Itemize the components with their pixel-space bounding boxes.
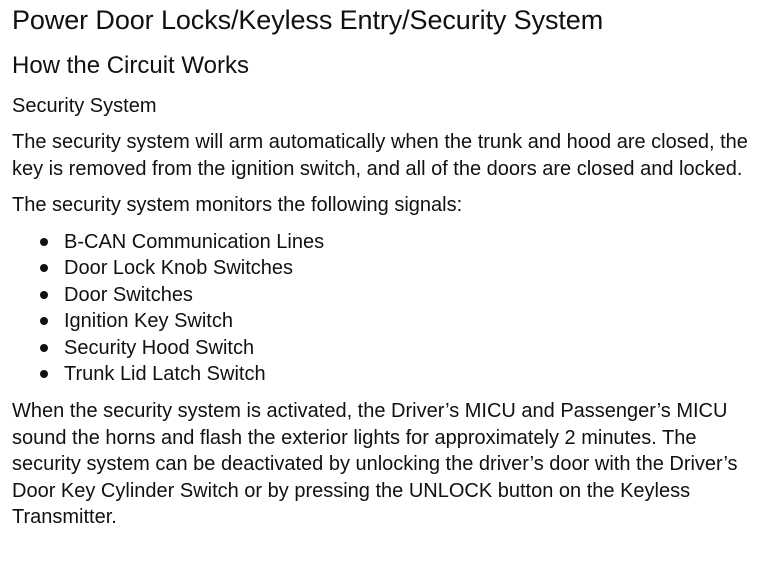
- signal-label: Trunk Lid Latch Switch: [64, 363, 266, 386]
- list-item: [40, 255, 748, 282]
- list-item: [40, 308, 748, 335]
- bullet-icon: [40, 317, 48, 325]
- bullet-icon: [40, 291, 48, 299]
- activation-paragraph: When the security system is activated, the Driver’s MICU and Passenger’s MICU sound the horns and flash the exterior lights for approximately 2 minutes. The security system can be deactivated by unlocking the driver’s door with the Driver’s Door Key Cylinder Switch or by pressing the UNLOCK button on the Keyless Transmitter.: [12, 400, 738, 529]
- list-item: [40, 282, 748, 309]
- signals-list: [12, 229, 748, 389]
- list-item: [40, 361, 748, 388]
- bullet-icon: [40, 370, 48, 378]
- signal-label: Security Hood Switch: [64, 336, 255, 359]
- subsection-heading: Security System: [12, 95, 157, 117]
- list-item: [40, 229, 748, 256]
- signal-label: Ignition Key Switch: [64, 310, 233, 333]
- arming-paragraph: The security system will arm automatically when the trunk and hood are closed, the key is removed from the ignition switch, and all of the doors are closed and locked.: [12, 131, 748, 180]
- bullet-icon: [40, 344, 48, 352]
- list-item: [40, 335, 748, 362]
- signal-label: Door Switches: [64, 283, 193, 306]
- bullet-icon: [40, 264, 48, 272]
- section-heading: How the Circuit Works: [12, 52, 249, 79]
- bullet-icon: [40, 238, 48, 246]
- monitors-intro-paragraph: The security system monitors the following signals:: [12, 194, 463, 216]
- signal-label: Door Lock Knob Switches: [64, 257, 294, 280]
- document-title: Power Door Locks/Keyless Entry/Security System: [12, 5, 604, 35]
- signal-label: B-CAN Communication Lines: [64, 230, 325, 253]
